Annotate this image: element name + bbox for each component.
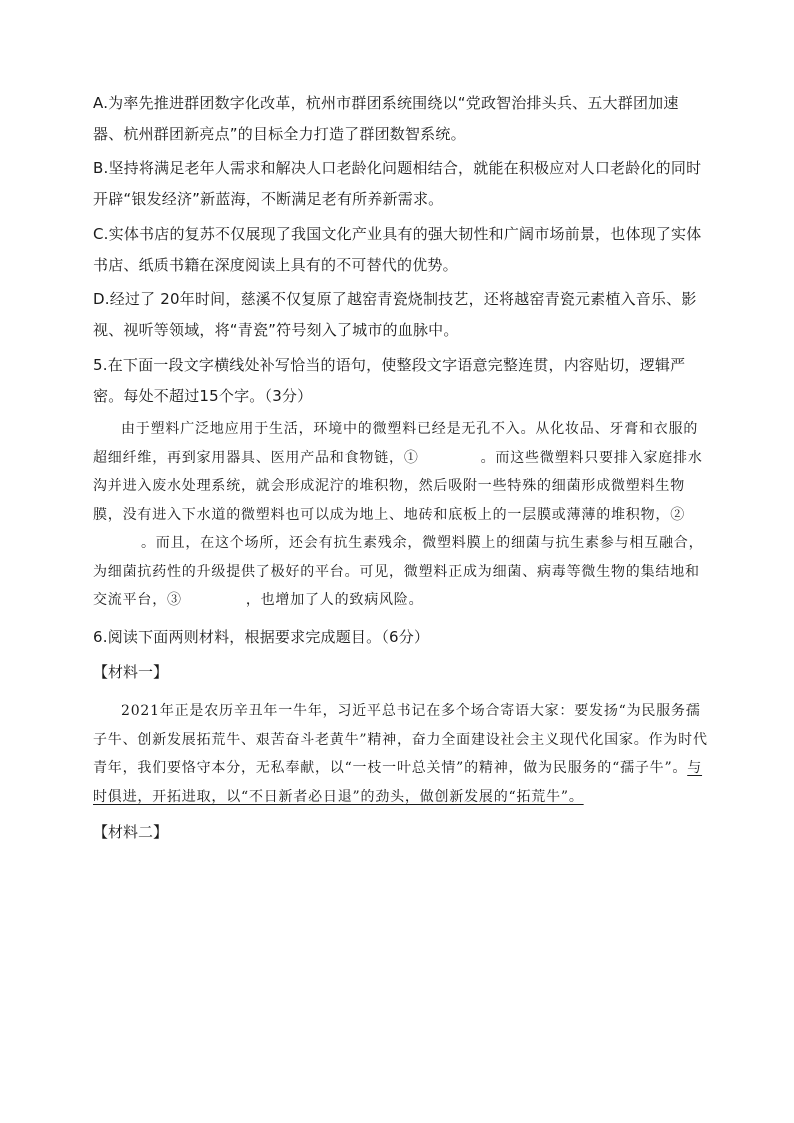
question-5-prompt: 5.在下面一段文字横线处补写恰当的语句，使整段文字语意完整连贯，内容贴切，逻辑严密。每处不超过15个字。（3分） <box>93 356 686 405</box>
option-c: C.实体书店的复苏不仅展现了我国文化产业具有的强大韧性和广阔市场前景，也体现了实体书店、纸质书籍在深度阅读上具有的不可替代的优势。 <box>93 225 702 274</box>
passage-part-1: 由于塑料广泛地应用于生活，环境中的微塑料已经是无孔不入。从化妆品、牙膏和衣服的超细纤维，再到家用器具、医用产品和食物链， <box>93 421 699 466</box>
blank-marker-1: ① <box>403 449 419 466</box>
question-6-prompt: 6.阅读下面两则材料，根据要求完成题目。（6分） <box>93 628 430 646</box>
blank-marker-2: ② <box>670 506 686 523</box>
passage-part-4: ，也增加了人的致病风险。 <box>245 592 424 608</box>
option-d: D.经过了 20年时间，慈溪不仅复原了越窑青瓷烧制技艺，还将越窑青瓷元素植入音乐、影视、视听等领域，将“青瓷”符号刻入了城市的血脉中。 <box>93 290 697 339</box>
material-1-title: 【材料一】 <box>93 663 169 681</box>
material-2-title: 【材料二】 <box>93 823 169 841</box>
passage-part-3: 。而且，在这个场所，还会有抗生素残余，微塑料膜上的细菌与抗生素参与相互融合，为细菌抗药性的升级提供了极好的平台。可见，微塑料正成为细菌、病毒等微生物的集结地和交流平台， <box>93 535 704 608</box>
blank-marker-3: ③ <box>167 592 182 608</box>
passage-part-2: 。而这些微塑料只要排入家庭排水沟并进入废水处理系统，就会形成泥泞的堆积物，然后吸附一些特殊的细菌形成微塑料生物膜，没有进入下水道的微塑料也可以成为地上、地砖和底板上的一层膜或薄薄的堆积物， <box>93 449 703 523</box>
material-1-underlined-sentence: 与时俱进，开拓进取，以“不日新者必日退”的劲头，做创新发展的“拓荒牛”。 <box>93 760 703 805</box>
material-1-body: 2021年正是农历辛丑年一牛年，习近平总书记在多个场合寄语大家：要发扬“为民服务孺子牛、创新发展拓荒牛、艰苦奋斗老黄牛”精神，奋力全面建设社会主义现代化国家。作为时代青年，我们要恪守本分，无私奉献，以“一枝一叶总关情”的精神，做为民服务的“孺子牛”。 <box>93 703 708 776</box>
option-b: B.坚持将满足老年人需求和解决人口老龄化问题相结合，就能在积极应对人口老龄化的同时开辟“银发经济”新蓝海，不断满足老有所养新需求。 <box>93 159 702 208</box>
question-5-passage <box>93 415 708 615</box>
option-a: A.为率先推进群团数字化改革，杭州市群团系统围绕以“党政智治排头兵、五大群团加速器、杭州群团新亮点”的目标全力打造了群团数智系统。 <box>93 94 679 143</box>
material-1-text <box>93 697 708 811</box>
